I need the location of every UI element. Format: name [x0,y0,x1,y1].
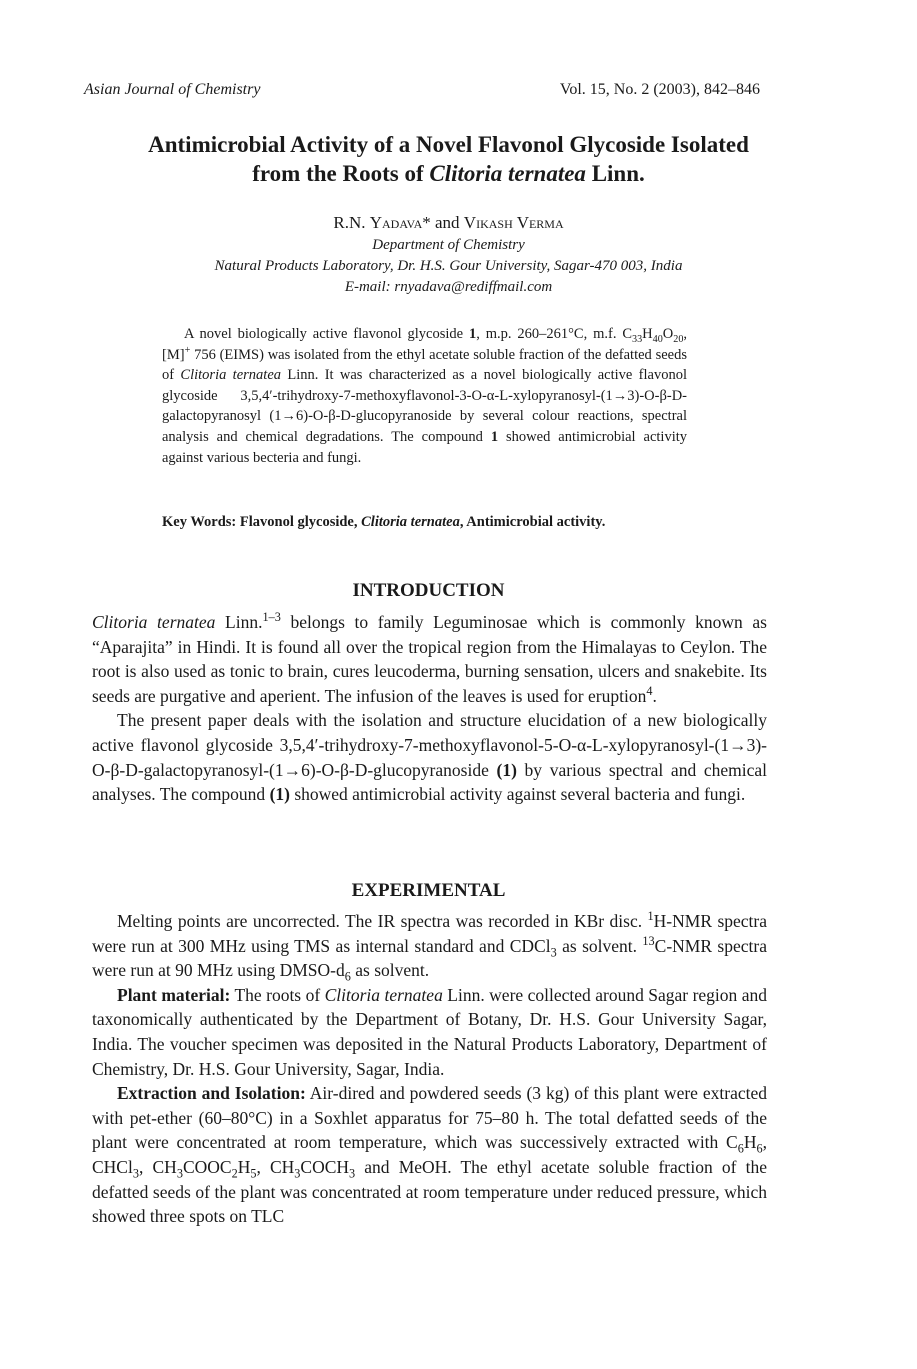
department: Department of Chemistry [372,237,525,253]
title-line-1: Antimicrobial Activity of a Novel Flavonol Glycoside Isolated [148,132,749,157]
exp-paragraph-1: Melting points are uncorrected. The IR spectra was recorded in KBr disc. $^1$H-NMR spectra were run at 300 MHz using TMS as internal standard and CDCl$_3$ as solvent. $^{13}$C-NMR spectra were run at 90 MHz using DMSO-$d_6$ as solvent. [92,909,768,984]
title-line-2: from the Roots of Clitoria ternatea Linn. [252,161,645,186]
paper-title [60,130,837,188]
introduction-heading: INTRODUCTION [352,580,505,601]
volume-info: Vol. 15, No. 2 (2003), 842–846 [559,81,760,98]
intro-paragraph-2: The present paper deals with the isolation and structure elucidation of a new biologically active flavonol glycoside 3,5,4′-trihydroxy-7-methoxyflavonol-5-O-α-L-xylopyranosyl-(1→3)-O-β-D-galactopyranosyl-(1→6)-O-β-D-glucopyranoside (1) by various spectral and chemical analyses. The compound (1) showed antimicrobial activity against several bacteria and fungi. [92,710,768,805]
exp-paragraph-3: Extraction and Isolation: Air-dired and powdered seeds (3 kg) of this plant were extracted with pet-ether (60–80°C) in a Soxhlet apparatus for 75–80 h. The total defatted seeds of the plant were concentrated at room temperature, which was successively extracted with $C_6H_6$, CHCl$_3$, $CH_3COOC_2H_5$, $CH_3COCH_3$ and MeOH. The ethyl acetate soluble fraction of the defatted seeds of the plant was concentrated at room temperature under reduced pressure, which showed three spots on TLC [92,1083,767,1227]
introduction-body [92,610,767,807]
laboratory: Natural Products Laboratory, Dr. H.S. Gour University, Sagar-470 003, India [214,258,683,274]
email: E-mail: rnyadava@rediffmail.com [344,279,553,295]
experimental-body [92,909,767,1229]
keywords: Key Words: Flavonol glycoside, Clitoria ternatea, Antimicrobial activity. [162,514,606,530]
journal-name: Asian Journal of Chemistry [84,81,261,98]
exp-paragraph-2: Plant material: The roots of Clitoria ternatea Linn. were collected around Sagar region and taxonomically authenticated by the Department of Botany, Dr. H.S. Gour University Sagar, India. The voucher specimen was deposited in the Natural Products Laboratory, Department of Chemistry, Dr. H.S. Gour University, Sagar, India. [92,984,768,1079]
intro-paragraph-1: Clitoria ternatea Linn.$^{1-3}$ belongs to family Leguminosae which is commonly known as “Aparajita” in Hindi. It is found all over the tropical region from the Himalayas to Ceylon. The root is also used as tonic to brain, cures leucoderma, burning sensation, ulcers and snakebite. Its seeds are purgative and aperient. The infusion of the leaves is used for eruption$^4$. [92,610,767,706]
abstract [162,324,687,468]
affiliation [60,235,837,298]
abstract-text: A novel biologically active flavonol glycoside 1, m.p. 260–261°C, m.f. $C_{33}H_{40}O_{20}$, [M]+ 756 (EIMS) was isolated from the ethyl acetate soluble fraction of the defatted seeds of Clitoria ternatea Linn. It was characterized as a novel biologically active flavonol glycoside 3,5,4′-trihydroxy-7-methoxyflavonol-3-O-α-L-xylopyranosyl-(1→3)-O-β-D-galactopyranosyl (1→6)-O-β-D-glucopyranoside by several colour reactions, spectral analysis and chemical degradations. The compound 1 showed antimicrobial activity against various becteria and fungi. [162,326,688,466]
authors: R.N. Yadava* and Vikash Verma [333,213,564,232]
experimental-heading: EXPERIMENTAL [351,880,506,901]
